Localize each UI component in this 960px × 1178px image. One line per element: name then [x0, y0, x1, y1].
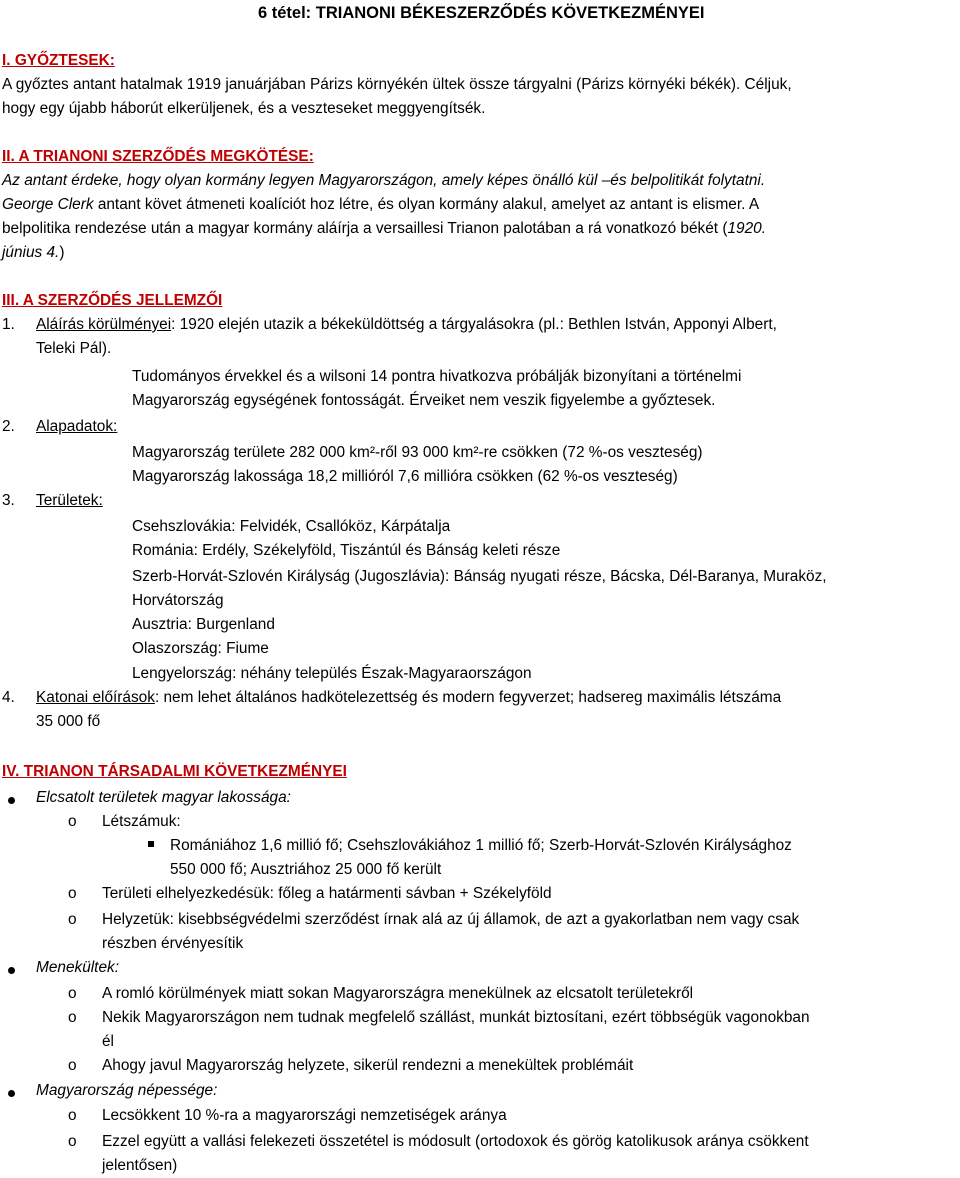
item-1-label: Aláírás körülményei [36, 316, 172, 333]
bullet-disc-icon [8, 797, 15, 804]
section-2-heading: II. A TRIANONI SZERZŐDÉS MEGKÖTÉSE: [2, 148, 314, 165]
circle-bullet-icon: o [68, 985, 77, 1002]
section-1-line-2: hogy egy újabb háborút elkerüljenek, és a veszteseket meggyengítsék. [2, 100, 486, 117]
circle-bullet-icon: o [68, 1107, 77, 1124]
section-2-line-1 [2, 169, 765, 193]
circle-bullet-icon: o [68, 813, 77, 830]
bullet-3-label: Magyarország népessége: [36, 1082, 218, 1099]
item-3-label: Területek: [36, 492, 103, 509]
item-1-line-4: Magyarország egységének fontosságát. Érveiket nem veszik figyelembe a győztesek. [132, 392, 716, 409]
circle-bullet-icon: o [68, 1009, 77, 1026]
item-4-label: Katonai előírások [36, 689, 155, 706]
sub-item: Lecsökkent 10 %-ra a magyarországi nemzetiségek aránya [102, 1107, 507, 1124]
sub-item-continued: él [102, 1033, 114, 1050]
section-3-heading: III. A SZERZŐDÉS JELLEMZŐI [2, 292, 223, 309]
square-bullet-icon [148, 841, 154, 847]
territory-item: Horvátország [132, 592, 224, 609]
item-3-number: 3. [2, 492, 15, 509]
item-1-number: 1. [2, 316, 15, 333]
item-2-line-1: Magyarország területe 282 000 km²-ről 93 000 km²-re csökken (72 %-os veszteség) [132, 444, 703, 461]
treaty-year: 1920. [727, 220, 766, 237]
sub-item-continued: részben érvényesítik [102, 935, 244, 952]
territory-item: Ausztria: Burgenland [132, 616, 275, 633]
territory-item: Csehszlovákia: Felvidék, Csallóköz, Kárpátalja [132, 518, 451, 535]
closing-paren: ) [59, 244, 65, 261]
document-title: 6 tétel: TRIANONI BÉKESZERZŐDÉS KÖVETKEZMÉNYEI [258, 4, 705, 22]
item-1-line-2: Teleki Pál). [36, 340, 112, 357]
bullet-disc-icon [8, 967, 15, 974]
bullet-1-label: Elcsatolt területek magyar lakossága: [36, 789, 291, 806]
item-1-line-3: Tudományos érvekkel és a wilsoni 14 pontra hivatkozva próbálják bizonyítani a történelmi [132, 368, 742, 385]
sub-sub-item-line-2: 550 000 fő; Ausztriához 25 000 fő került [170, 861, 442, 878]
sub-item-continued: jelentősen) [102, 1157, 178, 1174]
territory-item: Románia: Erdély, Székelyföld, Tiszántúl és Bánság keleti része [132, 542, 561, 559]
sub-item: Területi elhelyezkedésük: főleg a határmenti sávban + Székelyföld [102, 885, 552, 902]
circle-bullet-icon: o [68, 885, 77, 902]
section-2-line-2-text: antant követ átmeneti koalíciót hoz létre, és olyan kormány alakul, amelyet az antant is elismer. A [97, 196, 760, 213]
item-2-label: Alapadatok: [36, 418, 118, 435]
sub-sub-item-line-1: Romániához 1,6 millió fő; Csehszlovákiához 1 millió fő; Szerb-Horvát-Szlovén Királysághoz [170, 837, 792, 854]
section-1-heading: I. GYŐZTESEK: [2, 52, 115, 69]
item-4-text: : nem lehet általános hadkötelezettség és modern fegyverzet; hadsereg maximális létszáma [154, 689, 782, 706]
section-2-line-3-text: belpolitika rendezése után a magyar kormány aláírja a versaillesi Trianon palotában a rá vonatkozó békét ( [2, 220, 728, 237]
item-1-line-1 [36, 313, 777, 337]
item-2-number: 2. [2, 418, 15, 435]
circle-bullet-icon: o [68, 1057, 77, 1074]
territory-item: Szerb-Horvát-Szlovén Királyság (Jugoszlávia): Bánság nyugati része, Bácska, Dél-Baranya, Muraköz, [132, 568, 827, 585]
section-2-italic-text: Az antant érdeke, hogy olyan kormány legyen Magyarországon, amely képes önálló kül –és belpolitikát folytatni. [2, 172, 766, 189]
item-2-line-2: Magyarország lakossága 18,2 millióról 7,6 millióra csökken (62 %-os veszteség) [132, 468, 678, 485]
territory-item: Olaszország: Fiume [132, 640, 269, 657]
item-4-line-2: 35 000 fő [36, 713, 101, 730]
sub-item: Nekik Magyarországon nem tudnak megfelelő szállást, munkát biztosítani, ezért többségük vagonokban [102, 1009, 810, 1026]
sub-item: Létszámuk: [102, 813, 181, 830]
section-2-line-2 [2, 193, 759, 217]
circle-bullet-icon: o [68, 1133, 77, 1150]
item-4-number: 4. [2, 689, 15, 706]
george-clerk-name: George Clerk [2, 196, 94, 213]
treaty-date: június 4. [2, 244, 60, 261]
section-1-line-1: A győztes antant hatalmak 1919 januárjában Párizs környékén ültek össze tárgyalni (Párizs környéki békék). Céljuk, [2, 76, 792, 93]
section-4-heading: IV. TRIANON TÁRSADALMI KÖVETKEZMÉNYEI [2, 763, 347, 780]
bullet-2-label: Menekültek: [36, 959, 119, 976]
sub-item: Ezzel együtt a vallási felekezeti összetétel is módosult (ortodoxok és görög katolikusok aránya csökkent [102, 1133, 809, 1150]
bullet-disc-icon [8, 1090, 15, 1097]
section-2-line-3 [2, 217, 766, 241]
section-2-line-4 [2, 241, 64, 265]
item-1-text: : 1920 elején utazik a békeküldöttség a tárgyalásokra (pl.: Bethlen István, Apponyi Albert, [171, 316, 777, 333]
territory-item: Lengyelország: néhány település Észak-Magyaraországon [132, 665, 532, 682]
sub-item: Ahogy javul Magyarország helyzete, sikerül rendezni a menekültek problémáit [102, 1057, 634, 1074]
sub-item: Helyzetük: kisebbségvédelmi szerződést írnak alá az új államok, de azt a gyakorlatban nem vagy csak [102, 911, 800, 928]
circle-bullet-icon: o [68, 911, 77, 928]
item-4-line-1 [36, 686, 781, 710]
sub-item: A romló körülmények miatt sokan Magyarországra menekülnek az elcsatolt területekről [102, 985, 694, 1002]
